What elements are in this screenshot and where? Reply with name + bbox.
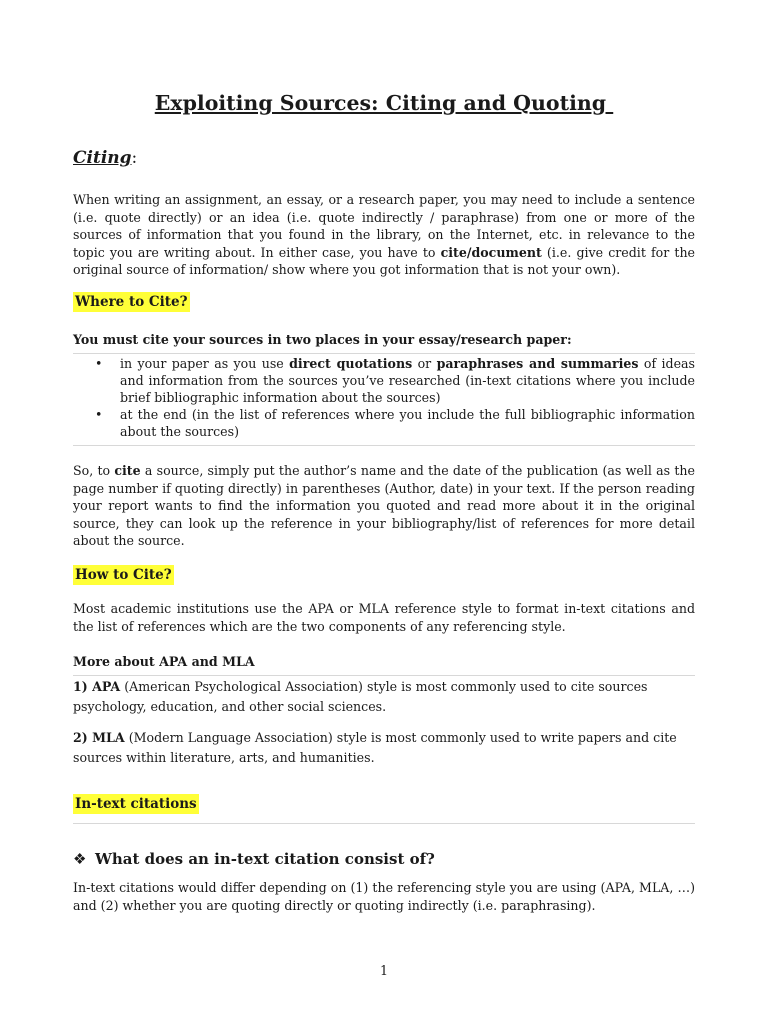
in-text-citations-heading-text: In-text citations bbox=[75, 796, 197, 812]
citing-heading-colon: : bbox=[131, 148, 138, 168]
apa-label: 1) APA bbox=[73, 679, 121, 694]
citing-heading bbox=[73, 148, 695, 168]
bullet-text: of ideas and information from the sources you’ve researched (in-text citations where you include brief bibliographic information about the sources) bbox=[120, 356, 696, 405]
bullet-list bbox=[73, 355, 695, 440]
page-number: 1 bbox=[379, 963, 388, 978]
intro-paragraph bbox=[73, 191, 695, 279]
bullet-text: in your paper as you use bbox=[120, 356, 290, 371]
in-text-citation-paragraph: In-text citations would differ depending on (1) the referencing style you are using (APA, MLA, …) and (2) whether you are quoting directly or quoting indirectly (i.e. paraphrasing). bbox=[73, 880, 695, 913]
mla-paragraph bbox=[73, 728, 695, 767]
document-title: Exploiting Sources: Citing and Quoting bbox=[154, 91, 614, 115]
divider-line bbox=[73, 823, 695, 824]
so-to-cite-paragraph bbox=[73, 462, 695, 550]
divider-line bbox=[73, 445, 695, 446]
apa-paragraph bbox=[73, 677, 695, 716]
mla-label: 2) MLA bbox=[73, 730, 125, 745]
bullet-text: or bbox=[412, 356, 437, 371]
question-heading bbox=[73, 850, 695, 868]
so-text-2: a source, simply put the author’s name and the date of the publication (as well as the page number if quoting directly) in parentheses (Author, date) in your text. If the person reading your report wants to find the information you quoted and read more about it in the original source, they can look up the reference in your bibliography/list of references for more detail about the source. bbox=[73, 463, 695, 549]
citing-heading-text: Citing bbox=[73, 148, 132, 168]
where-to-cite-heading-text: Where to Cite? bbox=[75, 294, 188, 310]
list-item bbox=[73, 355, 695, 406]
in-text-citations-heading bbox=[73, 796, 695, 812]
so-bold-cite: cite bbox=[114, 463, 141, 478]
intro-text-1: When writing an assignment, an essay, or a research paper, you may need to include a sentence (i.e. quote directly) or an idea (i.e. quote indirectly / paraphrase) from one or more of the sources of information that you found in the library, on the Internet, etc. in relevance to the topic you are writing about. In either case, you have to bbox=[73, 192, 695, 260]
academic-styles-paragraph: Most academic institutions use the APA or MLA reference style to format in-text citations and the list of references which are the two components of any referencing style. bbox=[73, 601, 695, 634]
intro-bold-cite-document: cite/document bbox=[440, 244, 542, 260]
must-cite-subheading: You must cite your sources in two places in your essay/research paper: bbox=[73, 332, 572, 347]
so-text-1: So, to bbox=[73, 463, 115, 478]
divider-line bbox=[73, 675, 695, 676]
where-to-cite-heading bbox=[73, 294, 695, 310]
divider-line bbox=[73, 353, 695, 354]
mla-text: (Modern Language Association) style is most commonly used to write papers and cite sources within literature, arts, and humanities. bbox=[73, 730, 677, 765]
bullet-bold-text: direct quotations bbox=[289, 356, 413, 371]
diamond-bullet-icon: ❖ bbox=[73, 850, 87, 868]
how-to-cite-heading bbox=[73, 567, 695, 583]
more-about-apa-mla-heading: More about APA and MLA bbox=[73, 654, 255, 669]
intro-text-2: (i.e. give credit for the original source of information/ show where you got information that is not your own). bbox=[73, 244, 696, 278]
bullet-bold-text: paraphrases and summaries bbox=[436, 356, 639, 371]
list-item bbox=[73, 406, 695, 440]
question-heading-text: What does an in-text citation consist of? bbox=[95, 850, 435, 868]
apa-text: (American Psychological Association) style is most commonly used to cite sources psychology, education, and other social sciences. bbox=[73, 679, 648, 714]
bullet-dot: • bbox=[95, 356, 103, 371]
bullet-text: at the end (in the list of references where you include the full bibliographic information about the sources) bbox=[120, 407, 695, 439]
bullet-dot: • bbox=[95, 407, 103, 422]
how-to-cite-heading-text: How to Cite? bbox=[75, 567, 172, 583]
